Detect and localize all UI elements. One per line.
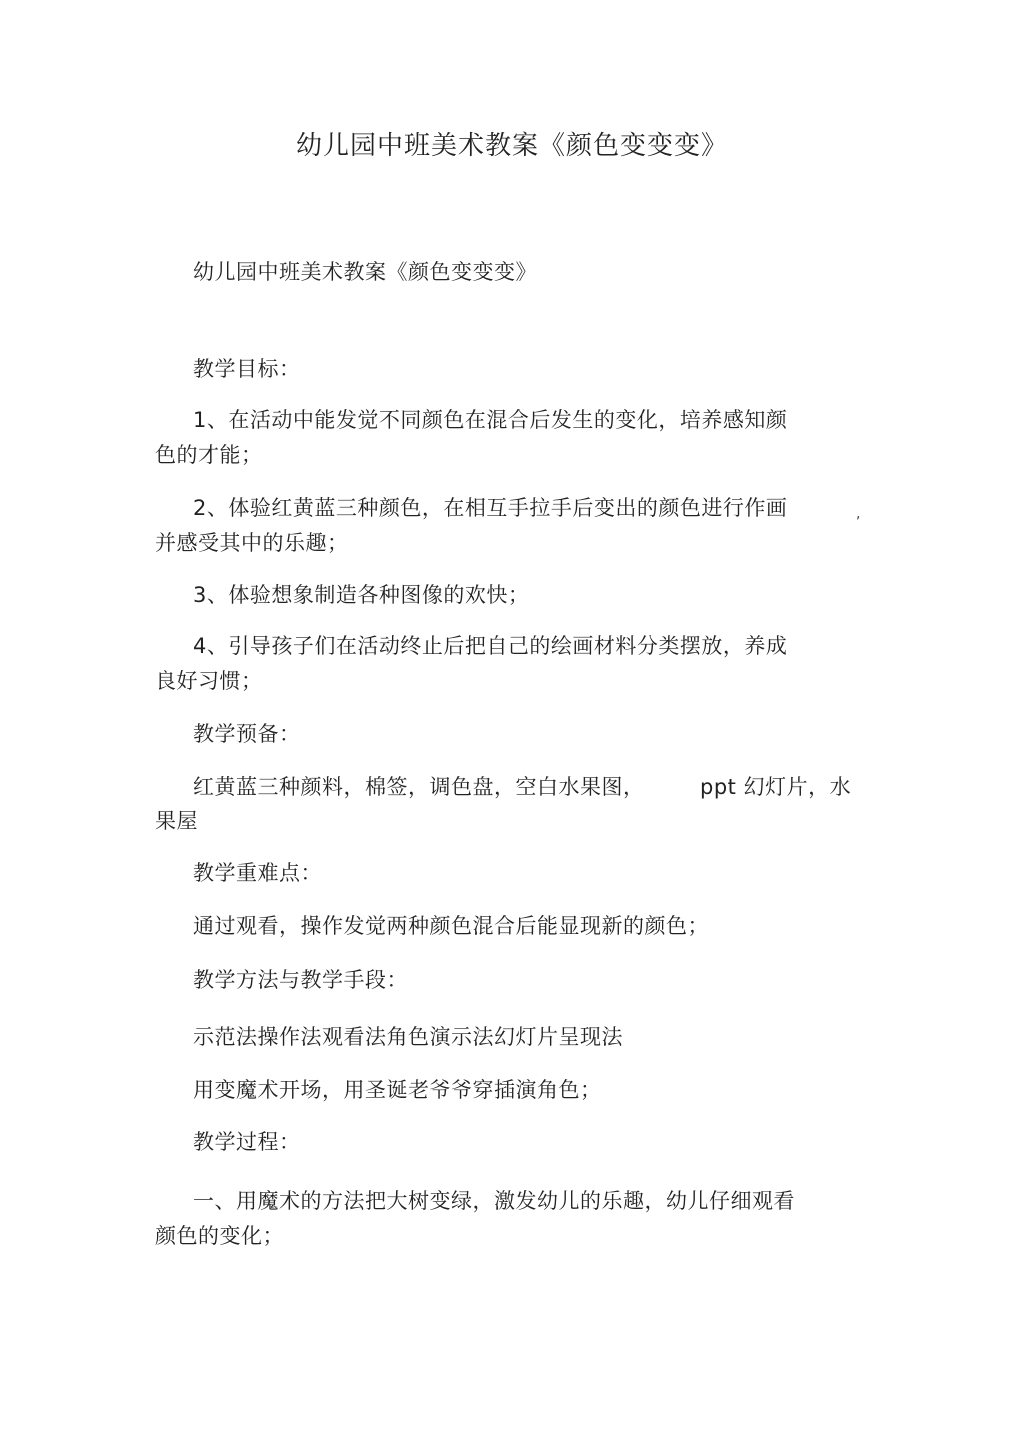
document-subtitle: 幼儿园中班美术教案《颜色变变变》: [193, 260, 537, 284]
preparation-line-1-part-1: 红黄蓝三种颜料，棉签，调色盘，空白水果图，: [193, 775, 645, 799]
methods-line-2: 用变魔术开场，用圣诞老爷爷穿插演角色；: [193, 1078, 602, 1102]
section-heading-preparation: 教学预备：: [193, 722, 301, 746]
goal-3: 3、体验想象制造各种图像的欢快；: [193, 583, 530, 607]
process-step-1-line-2: 颜色的变化；: [155, 1224, 284, 1248]
goal-2-line-2: 并感受其中的乐趣；: [155, 531, 349, 555]
document-title: 幼儿园中班美术教案《颜色变变变》: [295, 131, 728, 161]
methods-line-1: 示范法操作法观看法角色演示法幻灯片呈现法: [193, 1025, 623, 1049]
section-heading-methods: 教学方法与教学手段：: [193, 968, 408, 992]
goal-2-stray-comma: ,: [856, 506, 861, 522]
goal-4-line-2: 良好习惯；: [155, 669, 263, 693]
goal-4-line-1: 4、引导孩子们在活动终止后把自己的绘画材料分类摆放，养成: [193, 634, 788, 658]
section-heading-key-points: 教学重难点：: [193, 861, 322, 885]
goal-2-line-1: 2、体验红黄蓝三种颜色，在相互手拉手后变出的颜色进行作画: [193, 496, 788, 520]
process-step-1-line-1: 一、用魔术的方法把大树变绿，激发幼儿的乐趣，幼儿仔细观看: [193, 1189, 795, 1213]
goal-1-line-1: 1、在活动中能发觉不同颜色在混合后发生的变化，培养感知颜: [193, 408, 788, 432]
preparation-line-2: 果屋: [155, 809, 198, 833]
section-heading-goals: 教学目标：: [193, 357, 301, 381]
section-heading-process: 教学过程：: [193, 1130, 301, 1154]
goal-1-line-2: 色的才能；: [155, 443, 263, 467]
key-points-line: 通过观看，操作发觉两种颜色混合后能显现新的颜色；: [193, 914, 709, 938]
preparation-line-1-part-2: ppt 幻灯片，水: [700, 775, 852, 799]
